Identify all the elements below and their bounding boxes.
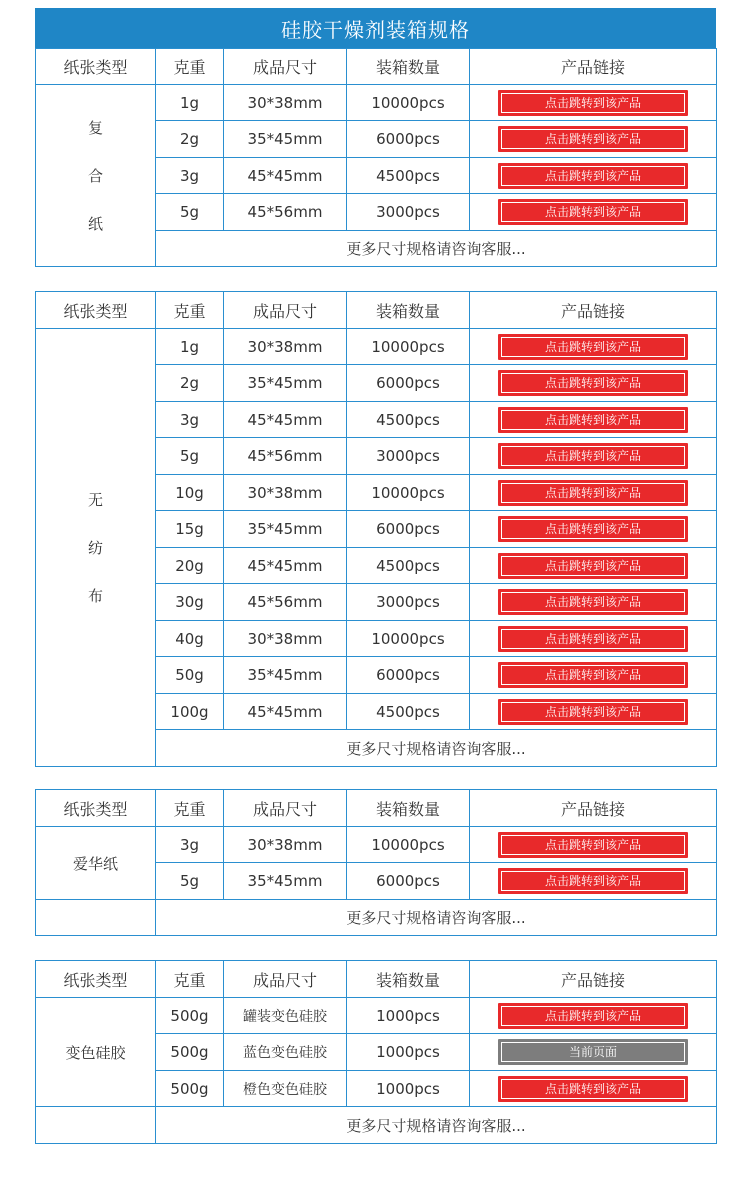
paper-type-cell: 爱华纸	[36, 827, 156, 900]
spec-table-composite-paper	[35, 48, 717, 267]
product-link-button[interactable]: 点击跳转到该产品	[498, 553, 688, 579]
link-cell	[470, 998, 717, 1034]
size-cell: 45*45mm	[224, 158, 347, 194]
link-cell	[470, 85, 717, 121]
weight-cell: 40g	[156, 621, 224, 657]
header-paper-type: 纸张类型	[36, 790, 156, 827]
product-link-button[interactable]: 点击跳转到该产品	[498, 662, 688, 688]
header-size: 成品尺寸	[224, 292, 347, 329]
link-cell	[470, 194, 717, 231]
qty-cell: 3000pcs	[347, 438, 470, 475]
header-size: 成品尺寸	[224, 961, 347, 998]
size-cell: 橙色变色硅胶	[224, 1071, 347, 1107]
header-paper-type: 纸张类型	[36, 292, 156, 329]
size-cell: 30*38mm	[224, 621, 347, 657]
weight-cell: 5g	[156, 438, 224, 475]
size-cell: 45*56mm	[224, 584, 347, 621]
qty-cell: 3000pcs	[347, 194, 470, 231]
page-title: 硅胶干燥剂装箱规格	[35, 8, 716, 48]
more-info-row	[36, 900, 717, 936]
weight-cell: 5g	[156, 863, 224, 900]
size-cell: 35*45mm	[224, 657, 347, 694]
qty-cell: 10000pcs	[347, 827, 470, 863]
spec-table-color-change-silica	[35, 960, 717, 1144]
weight-cell: 3g	[156, 402, 224, 438]
size-cell: 30*38mm	[224, 85, 347, 121]
product-link-button[interactable]: 点击跳转到该产品	[498, 589, 688, 615]
product-link-button[interactable]: 点击跳转到该产品	[498, 370, 688, 396]
product-link-button[interactable]: 点击跳转到该产品	[498, 1076, 688, 1102]
qty-cell: 1000pcs	[347, 1034, 470, 1071]
weight-cell: 100g	[156, 694, 224, 730]
qty-cell: 4500pcs	[347, 694, 470, 730]
weight-cell: 500g	[156, 998, 224, 1034]
qty-cell: 4500pcs	[347, 548, 470, 584]
link-cell	[470, 329, 717, 365]
size-cell: 45*56mm	[224, 194, 347, 231]
size-cell: 35*45mm	[224, 365, 347, 402]
more-info-text: 更多尺寸规格请咨询客服...	[156, 730, 717, 767]
paper-type-char: 无	[87, 490, 103, 509]
size-cell: 45*45mm	[224, 402, 347, 438]
table-row	[36, 998, 717, 1034]
more-info-row	[36, 1107, 717, 1144]
header-paper-type: 纸张类型	[36, 961, 156, 998]
weight-cell: 50g	[156, 657, 224, 694]
weight-cell: 30g	[156, 584, 224, 621]
link-cell	[470, 511, 717, 548]
link-cell	[470, 657, 717, 694]
header-weight: 克重	[156, 790, 224, 827]
qty-cell: 10000pcs	[347, 621, 470, 657]
qty-cell: 4500pcs	[347, 402, 470, 438]
header-weight: 克重	[156, 961, 224, 998]
link-cell	[470, 621, 717, 657]
size-cell: 30*38mm	[224, 475, 347, 511]
link-cell	[470, 1071, 717, 1107]
product-link-button[interactable]: 点击跳转到该产品	[498, 626, 688, 652]
weight-cell: 3g	[156, 158, 224, 194]
link-cell	[470, 1034, 717, 1071]
qty-cell: 6000pcs	[347, 657, 470, 694]
qty-cell: 10000pcs	[347, 329, 470, 365]
weight-cell: 500g	[156, 1034, 224, 1071]
size-cell: 30*38mm	[224, 827, 347, 863]
spec-table-nonwoven	[35, 291, 717, 767]
size-cell: 30*38mm	[224, 329, 347, 365]
current-page-button[interactable]: 当前页面	[498, 1039, 688, 1065]
size-cell: 蓝色变色硅胶	[224, 1034, 347, 1071]
paper-type-char: 纸	[87, 214, 103, 233]
table-row	[36, 85, 717, 121]
product-link-button[interactable]: 点击跳转到该产品	[498, 126, 688, 152]
size-cell: 35*45mm	[224, 863, 347, 900]
link-cell	[470, 863, 717, 900]
product-link-button[interactable]: 点击跳转到该产品	[498, 699, 688, 725]
header-qty: 装箱数量	[347, 961, 470, 998]
paper-type-cell-filler	[36, 900, 156, 936]
weight-cell: 20g	[156, 548, 224, 584]
link-cell	[470, 438, 717, 475]
product-link-button[interactable]: 点击跳转到该产品	[498, 163, 688, 189]
weight-cell: 3g	[156, 827, 224, 863]
link-cell	[470, 694, 717, 730]
header-weight: 克重	[156, 292, 224, 329]
header-qty: 装箱数量	[347, 790, 470, 827]
weight-cell: 1g	[156, 329, 224, 365]
weight-cell: 500g	[156, 1071, 224, 1107]
product-link-button[interactable]: 点击跳转到该产品	[498, 1003, 688, 1029]
header-size: 成品尺寸	[224, 49, 347, 85]
header-qty: 装箱数量	[347, 292, 470, 329]
paper-type-char: 复	[87, 118, 103, 137]
header-weight: 克重	[156, 49, 224, 85]
header-link: 产品链接	[470, 292, 717, 329]
link-cell	[470, 827, 717, 863]
product-link-button[interactable]: 点击跳转到该产品	[498, 516, 688, 542]
weight-cell: 5g	[156, 194, 224, 231]
product-link-button[interactable]: 点击跳转到该产品	[498, 407, 688, 433]
header-link: 产品链接	[470, 961, 717, 998]
weight-cell: 2g	[156, 121, 224, 158]
paper-type-cell	[36, 329, 156, 767]
weight-cell: 1g	[156, 85, 224, 121]
qty-cell: 10000pcs	[347, 475, 470, 511]
product-link-button[interactable]: 点击跳转到该产品	[498, 868, 688, 894]
qty-cell: 6000pcs	[347, 511, 470, 548]
product-link-button[interactable]: 点击跳转到该产品	[498, 199, 688, 225]
link-cell	[470, 158, 717, 194]
more-info-text: 更多尺寸规格请咨询客服...	[156, 1107, 717, 1144]
table-row	[36, 329, 717, 365]
paper-type-char: 纺	[87, 538, 103, 557]
paper-type-cell-filler	[36, 1107, 156, 1144]
link-cell	[470, 475, 717, 511]
qty-cell: 6000pcs	[347, 365, 470, 402]
table-header-row	[36, 790, 717, 827]
header-paper-type: 纸张类型	[36, 49, 156, 85]
weight-cell: 15g	[156, 511, 224, 548]
table-row	[36, 827, 717, 863]
link-cell	[470, 402, 717, 438]
product-link-button[interactable]: 点击跳转到该产品	[498, 90, 688, 116]
size-cell: 35*45mm	[224, 121, 347, 158]
size-cell: 45*45mm	[224, 548, 347, 584]
qty-cell: 1000pcs	[347, 998, 470, 1034]
qty-cell: 10000pcs	[347, 85, 470, 121]
header-size: 成品尺寸	[224, 790, 347, 827]
paper-type-char: 合	[87, 166, 103, 185]
qty-cell: 3000pcs	[347, 584, 470, 621]
size-cell: 45*45mm	[224, 694, 347, 730]
product-link-button[interactable]: 点击跳转到该产品	[498, 334, 688, 360]
weight-cell: 2g	[156, 365, 224, 402]
spec-table-aihua-paper	[35, 789, 717, 936]
product-link-button[interactable]: 点击跳转到该产品	[498, 832, 688, 858]
qty-cell: 1000pcs	[347, 1071, 470, 1107]
link-cell	[470, 121, 717, 158]
paper-type-char: 布	[87, 586, 103, 605]
product-link-button[interactable]: 点击跳转到该产品	[498, 443, 688, 469]
more-info-text: 更多尺寸规格请咨询客服...	[156, 231, 717, 267]
size-cell: 45*56mm	[224, 438, 347, 475]
size-cell: 35*45mm	[224, 511, 347, 548]
more-info-text: 更多尺寸规格请咨询客服...	[156, 900, 717, 936]
link-cell	[470, 365, 717, 402]
size-cell: 罐装变色硅胶	[224, 998, 347, 1034]
link-cell	[470, 548, 717, 584]
qty-cell: 6000pcs	[347, 121, 470, 158]
table-header-row	[36, 961, 717, 998]
table-header-row	[36, 292, 717, 329]
product-link-button[interactable]: 点击跳转到该产品	[498, 480, 688, 506]
paper-type-cell: 变色硅胶	[36, 998, 156, 1107]
header-link: 产品链接	[470, 790, 717, 827]
link-cell	[470, 584, 717, 621]
paper-type-cell	[36, 85, 156, 267]
header-link: 产品链接	[470, 49, 717, 85]
weight-cell: 10g	[156, 475, 224, 511]
table-header-row	[36, 49, 717, 85]
header-qty: 装箱数量	[347, 49, 470, 85]
qty-cell: 6000pcs	[347, 863, 470, 900]
qty-cell: 4500pcs	[347, 158, 470, 194]
